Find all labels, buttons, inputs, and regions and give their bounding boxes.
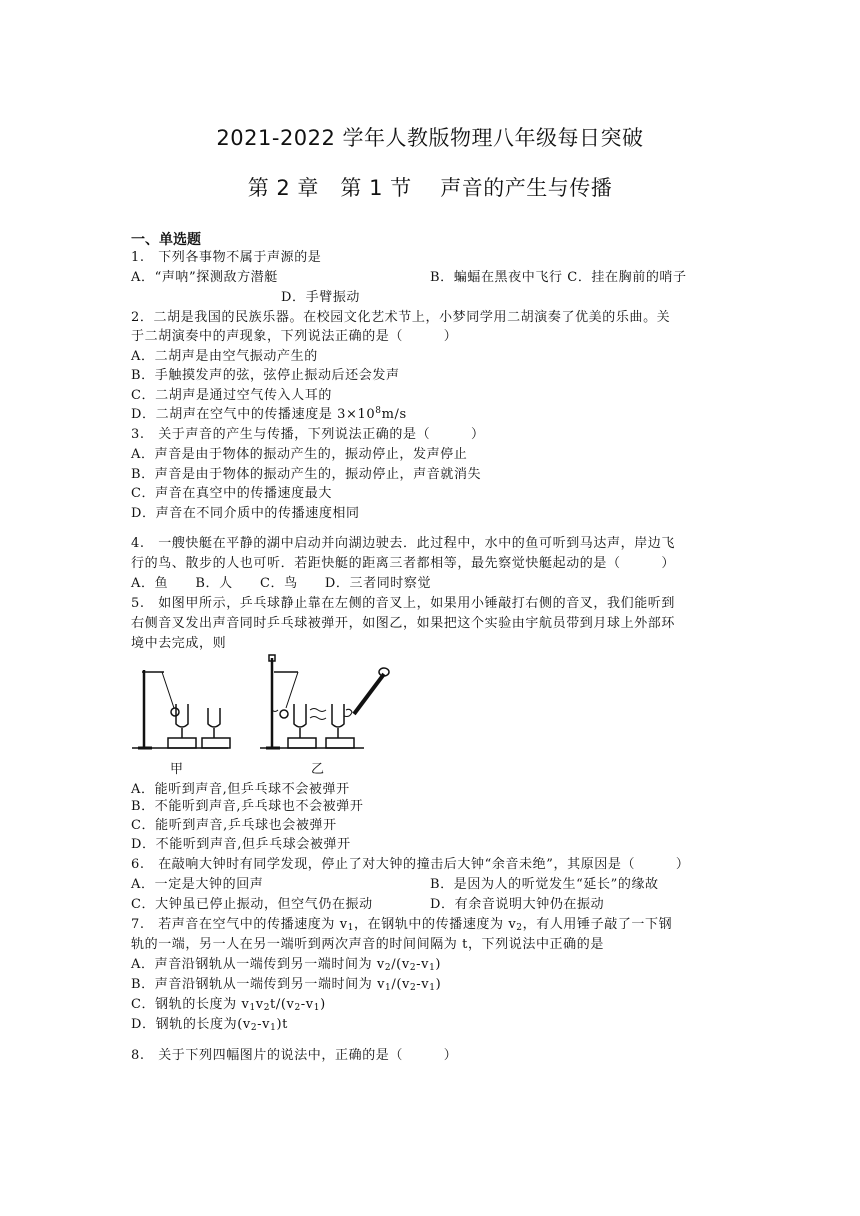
q1-option-a: A．“声呐”探测敌方潜艇 (131, 270, 278, 285)
q2-option-b: B．手触摸发声的弦，弦停止振动后还会发声 (131, 368, 400, 383)
q6-option-d: D．有余音说明大钟仍在振动 (430, 897, 605, 912)
q2-option-c: C．二胡声是通过空气传入人耳的 (131, 388, 332, 403)
q2-option-a: A．二胡声是由空气振动产生的 (131, 349, 318, 364)
document-subtitle: 第 2 章 第 1 节 声音的产生与传播 (247, 176, 613, 200)
q7-option-c: C．钢轨的长度为 $v_1v_2t/(v_2-v_1)$ (131, 997, 326, 1013)
q7-option-d: D．钢轨的长度为$(v_2-v_1)t$ (131, 1017, 288, 1033)
q5-option-b: B．不能听到声音,乒乓球也不会被弹开 (131, 799, 364, 814)
q5-option-d: D．不能听到声音,但乒乓球会被弹开 (131, 837, 351, 852)
q1-stem: 1. 下列各事物不属于声源的是 (131, 250, 322, 265)
q5-option-c: C．能听到声音,乒乓球也会被弹开 (131, 818, 337, 833)
q5-option-a: A．能听到声音,但乒乓球不会被弹开 (131, 782, 350, 797)
q3-option-a: A．声音是由于物体的振动产生的，振动停止，发声停止 (131, 447, 468, 462)
q6-stem: 6. 在敲响大钟时有同学发现，停止了对大钟的撞击后大钟“余音未绝”，其原因是（ ） (131, 857, 690, 872)
figure-label-left: 甲 (170, 762, 184, 777)
q3-option-d: D．声音在不同介质中的传播速度相同 (131, 506, 360, 521)
document-title: 2021-2022 学年人教版物理八年级每日突破 (216, 126, 644, 150)
q4-options: A．鱼 B．人 C．鸟 D．三者同时察觉 (131, 576, 432, 591)
q8-stem: 8. 关于下列四幅图片的说法中，正确的是（ ） (131, 1048, 458, 1063)
q4-stem-line2: 行的鸟、散步的人也可听．若距快艇的距离三者都相等，最先察觉快艇起动的是（ ） (131, 556, 676, 571)
q7-option-b: B．声音沿钢轨从一端传到另一端时间为 $v_1/(v_2-v_1)$ (131, 977, 442, 993)
tuning-fork-figure (128, 652, 390, 782)
q2-stem-line2: 于二胡演奏中的声现象，下列说法正确的是（ ） (131, 329, 458, 344)
q3-option-b: B．声音是由于物体的振动产生的，振动停止，声音就消失 (131, 467, 482, 482)
figure-left-apparatus (132, 670, 230, 748)
q5-stem-line3: 境中去完成，则 (131, 636, 227, 651)
section-heading: 一、单选题 (131, 232, 201, 248)
q5-stem-line1: 5. 如图甲所示，乒乓球静止靠在左侧的音叉上，如果用小锤敲打右侧的音叉，我们能听到 (131, 596, 676, 611)
q5-stem-line2: 右侧音叉发出声音同时乒乓球被弹开，如图乙，如果把这个实验由宇航员带到月球上外部环 (131, 616, 676, 631)
q6-option-c: C．大钟虽已停止振动，但空气仍在振动 (131, 897, 373, 912)
q7-stem-line2: 轨的一端，另一人在另一端听到两次声音的时间间隔为 t，下列说法中正确的是 (131, 937, 604, 952)
q6-option-b: B．是因为人的听觉发生“延长”的缘故 (430, 877, 659, 892)
q1-option-bc: B．蝙蝠在黑夜中飞行 C．挂在胸前的哨子 (430, 270, 687, 285)
q6-option-a: A．一定是大钟的回声 (131, 877, 264, 892)
q2-stem-line1: 2．二胡是我国的民族乐器。在校园文化艺术节上，小梦同学用二胡演奏了优美的乐曲。关 (131, 310, 671, 325)
q3-stem: 3. 关于声音的产生与传播，下列说法正确的是（ ） (131, 427, 485, 442)
figure-right-apparatus (260, 655, 389, 748)
q7-option-a: A．声音沿钢轨从一端传到另一端时间为 $v_2/(v_2-v_1)$ (131, 957, 442, 973)
q1-option-d: D．手臂振动 (281, 290, 361, 305)
q3-option-c: C．声音在真空中的传播速度最大 (131, 486, 332, 501)
q4-stem-line1: 4. 一艘快艇在平静的湖中启动并向湖边驶去．此过程中，水中的鱼可听到马达声，岸边飞 (131, 536, 676, 551)
q2-option-d: D．二胡声在空气中的传播速度是 $3\times 10^8m/s$ (131, 406, 407, 422)
figure-label-right: 乙 (311, 762, 325, 777)
q7-stem-line1: 7. 若声音在空气中的传播速度为 $v_1$，在钢轨中的传播速度为 $v_2$，有人用锤子敲了一下钢 (131, 917, 673, 933)
